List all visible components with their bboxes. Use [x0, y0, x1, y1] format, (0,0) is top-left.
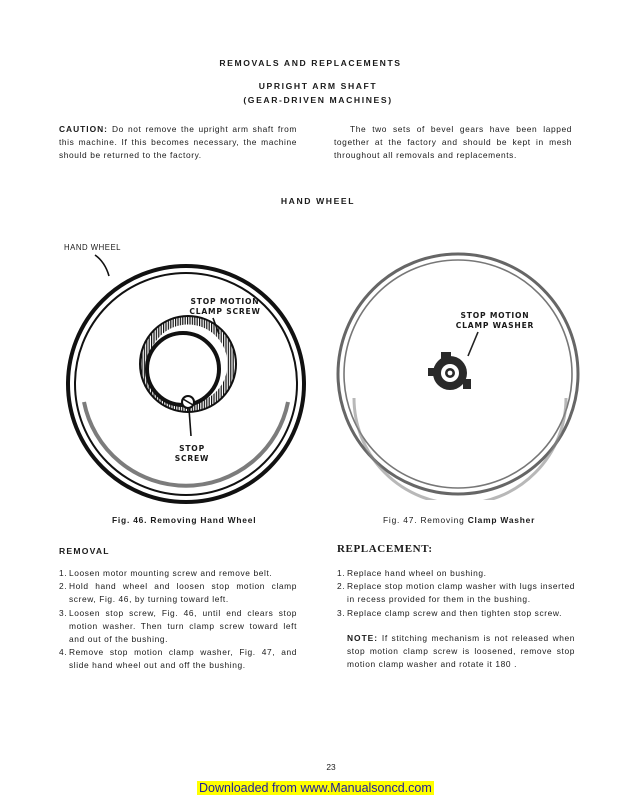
hand-wheel-shadow-47: [354, 398, 566, 500]
stop-screw-label: [162, 444, 222, 464]
step-text: Hold hand wheel and loosen stop motion clamp screw, Fig. 46, by turning toward left.: [69, 581, 297, 605]
removal-step: [59, 646, 297, 672]
note-text: If stitching mechanism is not released when stop motion clamp screw is loosened, remove stop motion clamp washer and rotate it 180 .: [347, 633, 576, 670]
step-number: 3.: [59, 607, 68, 618]
caution-paragraph: [59, 123, 297, 163]
figure-47-caption-bold: Clamp Washer: [467, 515, 536, 525]
step-text: Replace stop motion clamp washer with lugs inserted in recess provided for them in the bushing.: [347, 581, 575, 605]
step-number: 1.: [337, 568, 346, 578]
step-number: 2.: [59, 581, 68, 592]
clamp-screw-label-line1: STOP MOTION: [190, 297, 260, 306]
caution-label: CAUTION:: [59, 124, 108, 134]
figure-47-caption: [383, 515, 535, 525]
step-text: Remove stop motion clamp washer, Fig. 47, and slide hand wheel out and off the bushing.: [69, 647, 297, 671]
replacement-title: REPLACEMENT:: [337, 543, 433, 555]
download-source-link-text[interactable]: Downloaded from www.Manualsoncd.com: [199, 781, 432, 795]
clamp-washer: [428, 352, 471, 390]
clamp-washer-label-line2: CLAMP WASHER: [455, 321, 535, 330]
step-number: 1.: [59, 568, 68, 578]
replacement-step: [337, 580, 575, 606]
step-number: 4.: [59, 647, 68, 658]
step-text: Loosen stop screw, Fig. 46, until end clears stop motion washer. Then turn clamp screw toward left and out of the bushing.: [69, 607, 297, 645]
figure-46-illustration: [55, 236, 315, 506]
subsection-title: UPRIGHT ARM SHAFT: [258, 81, 378, 91]
stop-screw-leader: [189, 409, 191, 436]
bushing-bore: [147, 333, 219, 405]
clamp-screw-label-line2: CLAMP SCREW: [189, 307, 261, 316]
clamp-washer-label: [440, 311, 550, 331]
removal-step: [59, 607, 297, 647]
step-number: 3.: [337, 607, 346, 618]
download-source-link[interactable]: [197, 779, 434, 797]
replacement-step: [337, 607, 575, 620]
clamp-washer-label-line1: STOP MOTION: [460, 311, 530, 320]
replacement-steps: [337, 567, 575, 620]
replacement-step: [337, 567, 575, 580]
figure-46-caption: Fig. 46. Removing Hand Wheel: [112, 515, 257, 525]
step-text: Loosen motor mounting screw and remove belt.: [69, 568, 273, 578]
stop-screw-label-line2: SCREW: [174, 454, 210, 463]
page-number: 23: [326, 762, 336, 772]
step-text: Replace clamp screw and then tighten stop screw.: [347, 607, 563, 618]
figure-47-illustration: [330, 240, 590, 500]
replacement-note: [347, 632, 575, 672]
stop-screw-label-line1: STOP: [179, 444, 205, 453]
clamp-washer-leader: [468, 332, 478, 356]
section-title: REMOVALS AND REPLACEMENTS: [219, 58, 402, 68]
hand-wheel-leader: [95, 255, 109, 276]
clamp-screw-label: [170, 297, 280, 317]
note-label: NOTE:: [347, 633, 379, 643]
hand-wheel-label: HAND WHEEL: [64, 243, 121, 252]
removal-step: [59, 567, 297, 580]
figure-47-caption-prefix: Fig. 47. Removing: [383, 515, 465, 525]
removal-title: REMOVAL: [59, 546, 110, 556]
removal-steps: [59, 567, 297, 673]
step-text: Replace hand wheel on bushing.: [347, 568, 487, 578]
step-number: 2.: [337, 581, 346, 592]
removal-step: [59, 580, 297, 606]
bevel-gears-paragraph: The two sets of bevel gears have been lapped together at the factory and should be kept in mesh throughout all removals and replacements.: [334, 124, 572, 161]
caution-text: Do not remove the upright arm shaft from this machine. If this becomes necessary, the machine should be returned to the factory.: [59, 124, 297, 161]
subsection-subtitle: (GEAR-DRIVEN MACHINES): [243, 95, 393, 105]
hand-wheel-heading: HAND WHEEL: [280, 196, 356, 206]
